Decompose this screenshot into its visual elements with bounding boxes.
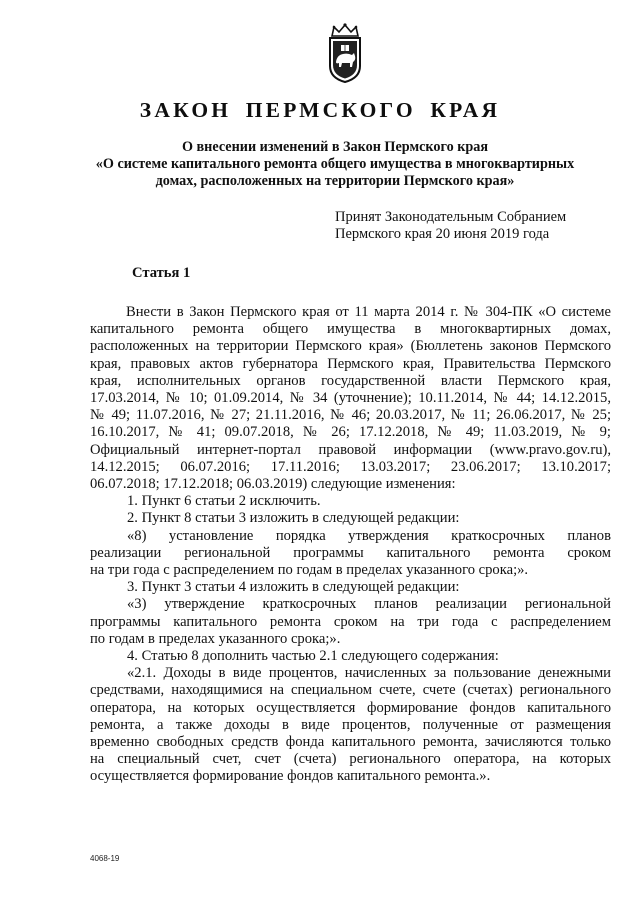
body-line: средствами, находящимися на специальном счете, счете (счетах) регионального [90,682,611,699]
adoption-line: Пермского края 20 июня 2019 года [335,226,550,242]
body-line: «3) утверждение краткосрочных планов реализации региональной [127,596,611,613]
law-subtitle [60,139,610,190]
adoption-note [335,209,566,243]
body-line: «8) установление порядка утверждения краткосрочных планов [127,527,611,544]
body-line: 4. Статью 8 дополнить частью 2.1 следующего содержания: [127,648,499,665]
document-registration-code: 4068-19 [90,854,120,863]
body-line: на три года с распределением по годам в пределах указанного срока;». [90,562,529,579]
body-line: 16.10.2017, № 41; 09.07.2018, № 26; 17.12.2018, № 49; 11.03.2019, № 9; [90,424,611,441]
body-line: № 49; 11.07.2016, № 27; 21.11.2016, № 46; 20.03.2017, № 11; 26.06.2017, № 25; [90,407,611,424]
body-line: оператора, на которых осуществляется формирование фондов капитального [90,699,611,716]
body-line: края, правовых актов губернатора Пермского края, Правительства Пермского [90,355,611,372]
body-line: ремонта, а также доходы в виде процентов, полученные от размещения [90,716,611,733]
body-line: реализации региональной программы капитального ремонта сроком [90,544,611,561]
body-line: осуществляется формирование фондов капитального ремонта.». [90,768,491,785]
subtitle-line: «О системе капитального ремонта общего имущества в многоквартирных [95,156,575,172]
perm-krai-coat-of-arms-icon [322,22,368,84]
body-line: 3. Пункт 3 статьи 4 изложить в следующей редакции: [127,579,460,596]
body-line: 1. Пункт 6 статьи 2 исключить. [127,493,321,510]
adoption-line: Принят Законодательным Собранием [335,209,567,225]
article-body [90,304,611,786]
body-line: по годам в пределах указанного срока;». [90,630,341,647]
body-line: Внести в Закон Пермского края от 11 марта 2014 г. № 304-ПК «О системе [126,304,611,320]
body-line: 17.03.2014, № 10; 01.09.2014, № 34 (уточнение); 10.11.2014, № 44; 14.12.2015, [90,390,611,407]
body-line: Официальный интернет-портал правовой информации (www.pravo.gov.ru), [90,441,611,458]
article-heading: Статья 1 [132,265,191,281]
body-line: капитального ремонта общего имущества в многоквартирных домах, [90,321,611,338]
subtitle-line: домах, расположенных на территории Пермского края» [155,173,515,189]
body-line: края, исполнительных органов государственной власти Пермского края, [90,372,611,389]
body-line: временно свободных средств фонда капитального ремонта, зачисляются только [90,734,611,751]
body-line: расположенных на территории Пермского края» (Бюллетень законов Пермского [90,338,611,355]
subtitle-line: О внесении изменений в Закон Пермского края [181,139,489,155]
body-line: программы капитального ремонта сроком на три года с распределением [90,613,611,630]
body-line: «2.1. Доходы в виде процентов, начисленных за пользование денежными [127,665,611,682]
body-line: 06.07.2018; 17.12.2018; 06.03.2019) следующие изменения: [90,476,456,493]
body-line: 14.12.2015; 06.07.2016; 17.11.2016; 13.03.2017; 23.06.2017; 13.10.2017; [90,458,611,475]
body-line: на специальный счет, счет (счета) регионального оператора, на которых [90,751,611,768]
body-line: 2. Пункт 8 статьи 3 изложить в следующей редакции: [127,510,460,527]
law-title: ЗАКОН ПЕРМСКОГО КРАЯ [139,98,501,122]
